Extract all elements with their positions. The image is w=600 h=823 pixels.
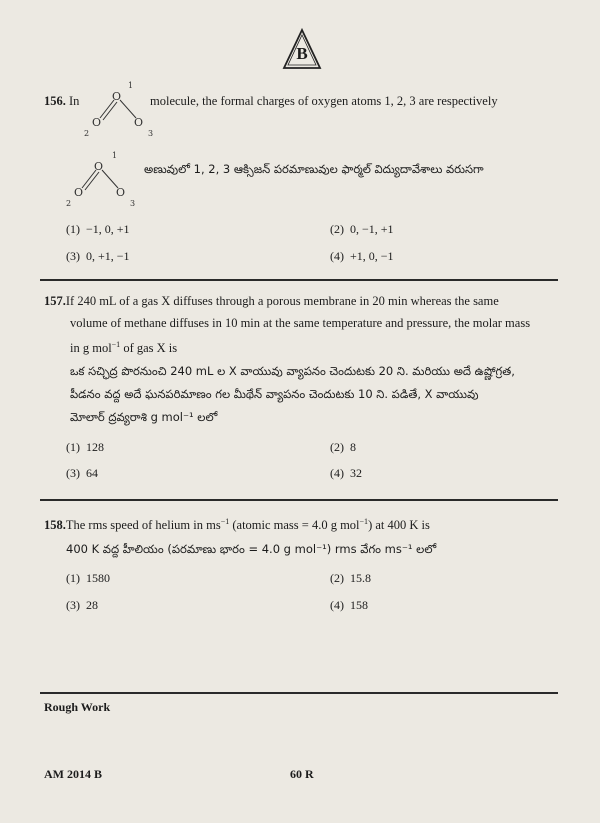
option-2[interactable]: (2) 15.8 <box>330 571 371 585</box>
svg-text:O: O <box>94 160 104 173</box>
question-number: 156. <box>44 94 66 108</box>
footer-code: AM 2014 B <box>44 767 102 781</box>
booklet-code-badge <box>282 28 322 72</box>
question-158-telugu: 400 K వద్ద హీలియం (పరమాణు భారం = 4.0 g mol⁻¹) rms వేగం ms⁻¹ లలో <box>66 542 437 556</box>
option-2[interactable]: (2) 8 <box>330 440 356 454</box>
question-157-telugu-3: మోలార్ ద్రవ్యరాశి g mol⁻¹ లలో <box>70 410 218 424</box>
svg-text:O: O <box>74 186 84 199</box>
question-157-telugu-1: ఒక సచ్ఛిద్ర పొరనుంచి 240 mL ల X వాయువు వ్యాపనం చెందుటకు 20 ని. మరియు అదే ఉష్ణోగ్రత, <box>70 364 515 378</box>
atom-label: 2 <box>66 199 72 208</box>
atom-label: 2 <box>84 129 90 138</box>
svg-text:O: O <box>134 116 144 129</box>
rough-work-label: Rough Work <box>44 700 111 714</box>
atom-label: 1 <box>128 81 134 90</box>
atom-label: 1 <box>112 151 118 160</box>
svg-text:O: O <box>92 116 102 129</box>
question-157-line3: in g mol$^{-1}$ of gas X is <box>70 340 178 356</box>
option-1[interactable]: (1) 128 <box>66 440 104 454</box>
question-prefix: In <box>69 94 80 108</box>
option-1[interactable]: (1) −1, 0, +1 <box>66 222 130 236</box>
question-number: 158. <box>44 518 66 533</box>
question-156-text: molecule, the formal charges of oxygen atoms 1, 2, 3 are respectively <box>150 94 498 108</box>
divider <box>40 499 558 501</box>
question-157-telugu-2: పీడనం వద్ద అదే ఘనపరిమాణం గల మీథేన్ వ్యాపనం చెందుటకు 10 ని. పడితే, X వాయువు <box>70 387 479 401</box>
option-4[interactable]: (4) 158 <box>330 598 368 612</box>
option-2[interactable]: (2) 0, −1, +1 <box>330 222 394 236</box>
question-156-telugu: అణువులో 1, 2, 3 ఆక్సిజన్ పరమాణువుల ఫార్మల్ విద్యుదావేశాలు వరుసగా <box>144 162 484 176</box>
ozone-structure <box>84 78 154 138</box>
svg-text:O: O <box>116 186 126 199</box>
option-4[interactable]: (4) 32 <box>330 466 362 480</box>
question-number: 157. <box>44 294 66 308</box>
option-3[interactable]: (3) 64 <box>66 466 98 480</box>
divider <box>40 692 558 694</box>
svg-text:O: O <box>112 90 122 103</box>
divider <box>40 279 558 281</box>
question-text: If 240 mL of a gas X diffuses through a porous membrane in 20 min whereas the same <box>65 294 499 308</box>
option-3[interactable]: (3) 28 <box>66 598 98 612</box>
ozone-structure <box>66 148 142 208</box>
atom-label: 3 <box>148 129 154 138</box>
atom-label: 3 <box>130 199 136 208</box>
question-158: 158.The rms speed of helium in $ms^{-1}$ (atomic mass = 4.0 g mol$^{-1}$) at 400 K is <box>44 517 430 533</box>
page-number: 60 R <box>290 767 314 781</box>
booklet-code: B <box>296 44 308 63</box>
question-157-line2: volume of methane diffuses in 10 min at the same temperature and pressure, the molar mass <box>70 316 531 330</box>
option-3[interactable]: (3) 0, +1, −1 <box>66 249 130 263</box>
question-156 <box>44 92 79 110</box>
option-1[interactable]: (1) 1580 <box>66 571 110 585</box>
question-157 <box>44 292 564 310</box>
option-4[interactable]: (4) +1, 0, −1 <box>330 249 394 263</box>
